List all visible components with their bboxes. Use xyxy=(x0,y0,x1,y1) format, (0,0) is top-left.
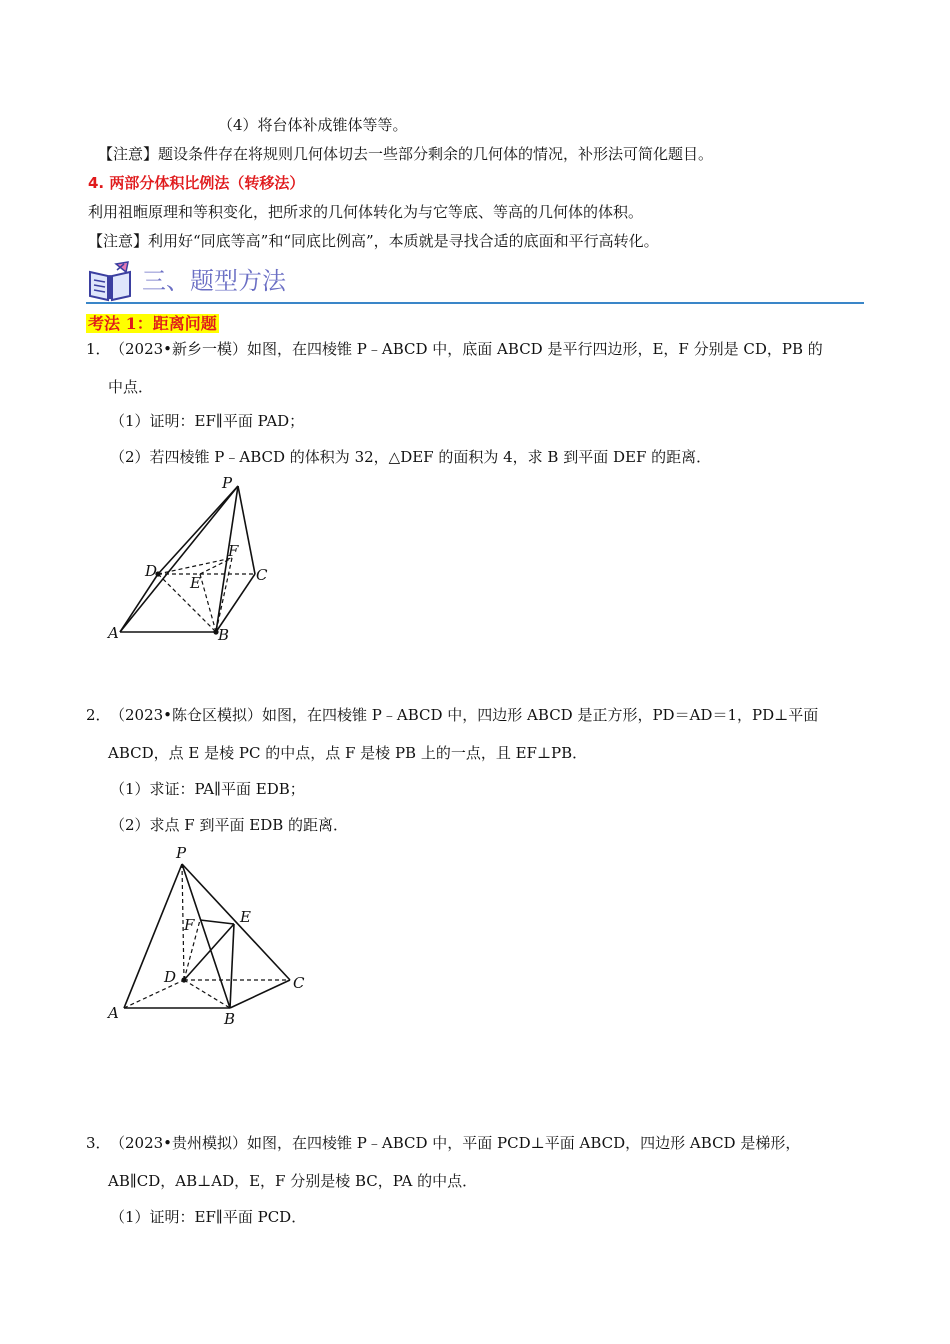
problem-1-part-1: （1）证明：EF∥平面 PAD； xyxy=(110,412,305,430)
section-title: 三、题型方法 xyxy=(142,267,286,295)
problem-2-figure xyxy=(100,840,320,1030)
problem-2-stem-cont: ABCD，点 E 是棱 PC 的中点，点 F 是棱 PB 上的一点，且 EF⊥PB． xyxy=(108,744,588,762)
intro-line-4: （4）将台体补成锥体等等。 xyxy=(218,116,408,134)
fig1-label-E: E xyxy=(190,574,201,592)
fig2-label-C: C xyxy=(293,974,305,992)
fig2-label-P: P xyxy=(176,844,187,862)
fig2-label-B: B xyxy=(224,1010,236,1028)
fig1-label-B: B xyxy=(218,626,230,644)
problem-1-number: 1． xyxy=(86,340,111,358)
open-book-icon xyxy=(86,258,134,304)
fig2-label-E: E xyxy=(240,908,251,926)
fig1-label-F: F xyxy=(228,542,239,560)
problem-1-figure xyxy=(100,472,290,652)
problem-2-part-1: （1）求证：PA∥平面 EDB； xyxy=(110,780,305,798)
topic-label-text: 考法 1：距离问题 xyxy=(88,314,217,333)
section-divider xyxy=(86,302,864,304)
fig2-label-A: A xyxy=(108,1004,119,1022)
problem-3-stem: （2023•贵州模拟）如图，在四棱锥 P﹣ABCD 中，平面 PCD⊥平面 ABCD，四边形 ABCD 是梯形， xyxy=(110,1134,801,1152)
fig1-label-P: P xyxy=(222,474,233,492)
problem-2-number: 2． xyxy=(86,706,111,724)
problem-3-stem-cont: AB∥CD，AB⊥AD，E，F 分别是棱 BC，PA 的中点． xyxy=(108,1172,478,1190)
method-4-title: 4. 两部分体积比例法（转移法） xyxy=(88,174,305,192)
problem-3-part-1: （1）证明：EF∥平面 PCD． xyxy=(110,1208,307,1226)
method-4-desc: 利用祖暅原理和等积变化，把所求的几何体转化为与它等底、等高的几何体的体积。 xyxy=(88,203,644,221)
problem-2-part-2: （2）求点 F 到平面 EDB 的距离． xyxy=(110,816,349,834)
problem-3-number: 3． xyxy=(86,1134,111,1152)
note-1: 【注意】题设条件存在将规则几何体切去一些部分剩余的几何体的情况，补形法可简化题目。 xyxy=(98,145,714,163)
fig2-label-D: D xyxy=(164,968,177,986)
fig1-label-D: D xyxy=(145,562,158,580)
problem-1-part-2: （2）若四棱锥 P﹣ABCD 的体积为 32，△DEF 的面积为 4，求 B 到平面 DEF 的距离． xyxy=(110,448,712,466)
topic-label xyxy=(86,311,219,334)
fig1-label-A: A xyxy=(108,624,119,642)
fig1-label-C: C xyxy=(256,566,268,584)
problem-1-stem: （2023•新乡一模）如图，在四棱锥 P﹣ABCD 中，底面 ABCD 是平行四边形，E，F 分别是 CD，PB 的 xyxy=(110,340,823,358)
problem-2-stem: （2023•陈仓区模拟）如图，在四棱锥 P﹣ABCD 中，四边形 ABCD 是正方形，PD＝AD＝1，PD⊥平面 xyxy=(110,706,819,724)
fig2-label-F: F xyxy=(184,916,195,934)
problem-1-stem-cont: 中点． xyxy=(108,378,154,396)
note-2: 【注意】利用好“同底等高”和“同底比例高”，本质就是寻找合适的底面和平行高转化。 xyxy=(88,232,659,250)
